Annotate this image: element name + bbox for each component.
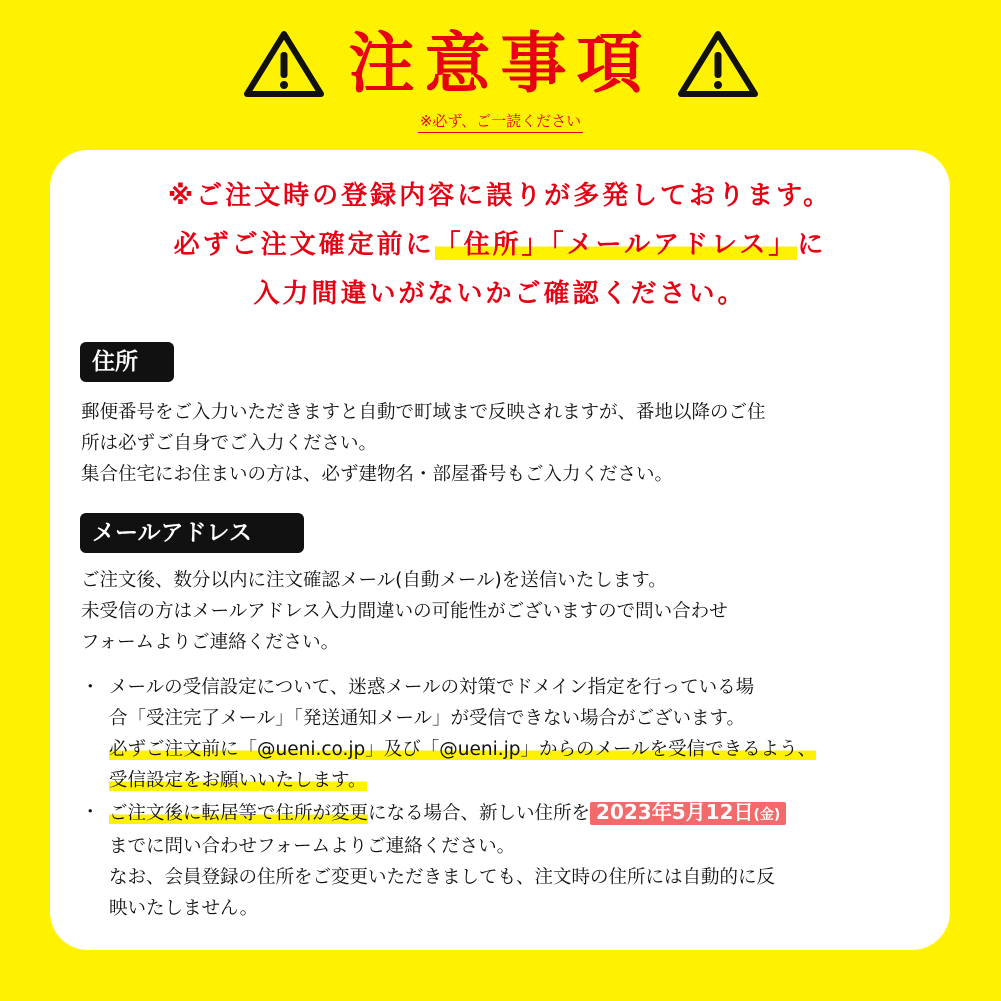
header: [0, 14, 1001, 130]
note2-line-4: 映いたしません。: [109, 898, 259, 919]
warning-icon: [675, 28, 761, 100]
note1-highlight-2: 受信設定をお願いいたします。: [109, 770, 367, 791]
subtitle-text: ※必ず、ご一読ください: [418, 112, 583, 133]
note1-line-3: [109, 734, 931, 765]
note2-line-2: までに問い合わせフォームよりご連絡ください。: [109, 836, 516, 857]
note-body: [109, 797, 931, 924]
email-line-2: 未受信の方はメールアドレス入力間違いの可能性がございますので問い合わせ: [81, 601, 728, 622]
email-line-3: フォームよりご連絡ください。: [81, 632, 340, 653]
note2-line-1: [109, 797, 931, 831]
address-line-1: 郵便番号をご入力いただきますと自動で町域まで反映されますが、番地以降のご住: [81, 402, 766, 423]
list-item: [81, 672, 931, 796]
deadline-date: 2023年5月12日: [596, 800, 754, 824]
address-description: [81, 397, 931, 490]
note1-highlight-1: 必ずご注文前に「@ueni.co.jp」及び「@ueni.jp」からのメールを受信できるよう、: [109, 739, 817, 760]
lead-line-1: ※ご注文時の登録内容に誤りが多発しております。: [167, 181, 833, 211]
subtitle: [0, 110, 1001, 131]
title-row: [0, 24, 1001, 104]
bullet-mark: ・: [81, 677, 100, 698]
note1-line-4: [109, 765, 931, 796]
lead-notice: [50, 172, 950, 319]
warning-icon: [241, 28, 327, 100]
page-title: 注意事項: [348, 25, 653, 102]
section-label-email: メールアドレス: [80, 513, 304, 553]
lead-line-2-prefix: 必ずご注文確定前に: [173, 230, 435, 260]
lead-line-3: 入力間違いがないかご確認ください。: [253, 279, 747, 309]
lead-line-2: [50, 221, 950, 270]
email-description: [81, 565, 931, 658]
note1-line-1: メールの受信設定について、迷惑メールの対策でドメイン指定を行っている場: [109, 677, 755, 698]
note-body: [109, 672, 931, 796]
section-label-address: 住所: [80, 342, 174, 382]
deadline-date-badge: [590, 802, 786, 825]
note2-highlight: ご注文後に転居等で住所が変更: [109, 803, 369, 824]
address-line-3: 集合住宅にお住まいの方は、必ず建物名・部屋番号もご入力ください。: [81, 464, 674, 485]
address-line-2: 所は必ずご自身でご入力ください。: [81, 433, 378, 454]
note1-line-2: 合「受注完了メール」「発送通知メール」が受信できない場合がございます。: [109, 708, 746, 729]
email-line-1: ご注文後、数分以内に注文確認メール(自動メール)を送信いたします。: [81, 570, 667, 591]
notice-card: [50, 150, 950, 950]
list-item: [81, 797, 931, 924]
lead-highlight: 「住所」「メールアドレス」: [434, 230, 798, 260]
note-item-mail-settings: [81, 672, 931, 796]
note2-line-3: なお、会員登録の住所をご変更いただきましても、注文時の住所には自動的に反: [109, 867, 776, 888]
lead-line-2-suffix: に: [797, 230, 827, 260]
note2-line-1-rest: になる場合、新しい住所を: [368, 803, 591, 824]
deadline-weekday: (金): [753, 807, 781, 823]
note-item-address-change: [81, 797, 931, 924]
bullet-mark: ・: [81, 802, 100, 823]
